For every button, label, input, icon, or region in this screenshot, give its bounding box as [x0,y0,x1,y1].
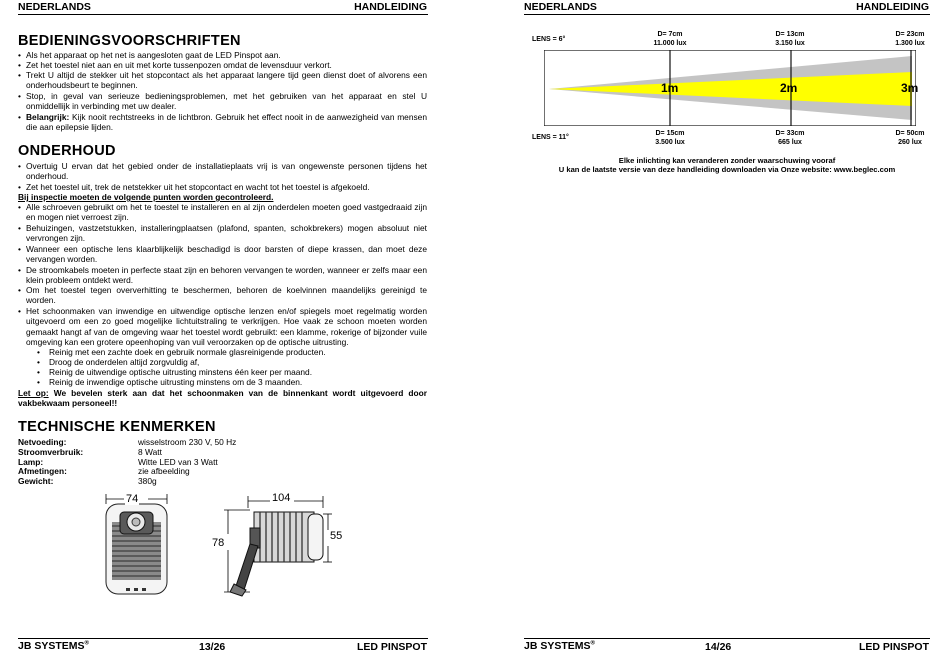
list-item: • Het schoonmaken van inwendige en uitwendige optische lenzen en/of spiegels moet regelmatig worden uitgevoerd om een zo goed mogelijke lichtuitstraling te verkrijgen. Hoe vaak ze schoon moeten worden gemaakt hangt af van de omgeving waar het toestel wordt gebruikt: een klamme, rokerige of bijzonder vuile omgeving kan een grotere opeenhoping van vuil veroorzaken op de optische uitrusting. [18,306,427,347]
sub-list-item: • Reinig de inwendige optische uitrusting minstens om de 3 maanden. [49,377,302,387]
list-item: • Belangrijk: Kijk nooit rechtstreeks in de lichtbron. Gebruik het effect nooit in de aanwezigheid van mensen die aan epilepsie lijden. [18,112,427,133]
spec-value: wisselstroom 230 V, 50 Hz [138,437,237,447]
right-footer-brand: JB SYSTEMS® [524,640,595,652]
beam-top-label-2m: D= 13cm 3.150 lux [775,31,805,47]
list-item: • Stop, in geval van serieuze bedieningsproblemen, met het gebruiken van het apparaat en stel U onmiddellijk in verbinding met uw dealer. [18,91,427,112]
list-item: • Als het apparaat op het net is aangesloten gaat de LED Pinspot aan. [18,50,427,60]
lens-11-label: LENS = 11° [532,134,569,141]
sub-list-item: • Droog de onderdelen altijd zorgvuldig af, [49,357,199,367]
list-item: • Zet het toestel uit, trek de netstekker uit het stopcontact en wacht tot het toestel is afgekoeld. [18,182,427,192]
spec-value: 380g [138,476,157,486]
left-footer-rule [18,638,428,639]
list-item: • Overtuig U ervan dat het gebied onder de installatieplaats vrij is van ongewenste personen tijdens het onderhoud. [18,161,427,182]
spec-label: Netvoeding: [18,437,67,447]
side-view-drawing [210,492,350,602]
list-item: • Wanneer een optische lens klaarblijkelijk beschadigd is door barsten of diepe krassen, dan moet deze vervangen worden. [18,244,427,265]
right-header-rule [524,14,930,15]
distance-label: 3m [901,81,919,95]
beam-bottom-label-1m: D= 15cm 3.500 lux [655,130,685,146]
distance-label: 1m [661,81,679,95]
right-footer-page-number: 14/26 [705,641,732,653]
list-item: • Zet het toestel niet aan en uit met korte tussenpozen omdat de levensduur verkort. [18,60,427,70]
beam-angle-diagram [544,50,919,126]
dimension-side-width: 104 [272,492,291,504]
beam-top-label-1m: D= 7cm 11.000 lux [653,31,687,47]
spec-label: Afmetingen: [18,466,67,476]
spec-value: zie afbeelding [138,466,190,476]
left-header-language: NEDERLANDS [18,1,91,13]
lens-6-label: LENS = 6° [532,36,566,43]
section-title-specs: TECHNISCHE KENMERKEN [18,419,216,435]
spec-label: Stroomverbruik: [18,447,84,457]
dimension-front-width: 74 [126,493,139,505]
right-header-language: NEDERLANDS [524,1,597,13]
left-footer-page-number: 13/26 [199,641,226,653]
section-title-maintenance: ONDERHOUD [18,143,116,159]
download-note: U kan de laatste versie van deze handleiding downloaden via Onze website: www.beglec.com [558,165,896,174]
spec-label: Lamp: [18,457,44,467]
right-header-manual: HANDLEIDING [856,1,929,13]
sub-list-item: • Reinig met een zachte doek en gebruik normale glasreinigende producten. [49,347,326,357]
dimension-side-lens: 55 [330,530,343,542]
right-footer-rule [524,638,930,639]
list-item: • Trekt U altijd de stekker uit het stopcontact als het apparaat langere tijd geen dienst doet of alvorens een onderhoudsbeurt te beginnen. [18,70,427,91]
left-footer-brand: JB SYSTEMS® [18,640,89,652]
list-item: • Om het toestel tegen oververhitting te beschermen, behoren de koelvinnen maandelijks gereinigd te worden. [18,285,427,306]
spec-value: Witte LED van 3 Watt [138,457,218,467]
warning-note: Let op: We bevelen sterk aan dat het schoonmaken van de binnenkant wordt uitgevoerd door vakbekwaam personeel!! [18,388,428,409]
front-view-drawing [100,490,180,602]
list-item: • De stroomkabels moeten in perfecte staat zijn en behoren vervangen te worden, wanneer er zelfs maar een klein probleem ontdekt werd. [18,265,427,286]
beam-top-label-3m: D= 23cm 1.300 lux [895,31,925,47]
beam-bottom-label-2m: D= 33cm 665 lux [775,130,805,146]
right-footer-product: LED PINSPOT [858,641,929,653]
spec-value: 8 Watt [138,447,162,457]
dimension-side-height: 78 [212,537,225,549]
inspection-heading: Bij inspectie moeten de volgende punten worden gecontroleerd. [18,192,274,202]
left-footer-product: LED PINSPOT [356,641,427,653]
list-item: • Behuizingen, vastzetstukken, installeringplaatsen (plafond, spanten, schokbrekers) mogen absoluut niet vervrongen zijn. [18,223,427,244]
left-header-manual: HANDLEIDING [354,1,427,13]
spec-label: Gewicht: [18,476,54,486]
list-item: • Alle schroeven gebruikt om het te toestel te installeren en al zijn onderdelen moeten goed vastgedraaid zijn en mogen niet verroest zijn. [18,202,427,223]
disclaimer-note: Elke inlichting kan veranderen zonder waarschuwing vooraf [618,156,836,165]
distance-label: 2m [780,81,798,95]
sub-list-item: • Reinig de uitwendige optische uitrusting minstens één keer per maand. [49,367,312,377]
section-title-operation: BEDIENINGSVOORSCHRIFTEN [18,33,241,49]
beam-bottom-label-3m: D= 50cm 260 lux [895,130,925,146]
left-header-rule [18,14,428,15]
